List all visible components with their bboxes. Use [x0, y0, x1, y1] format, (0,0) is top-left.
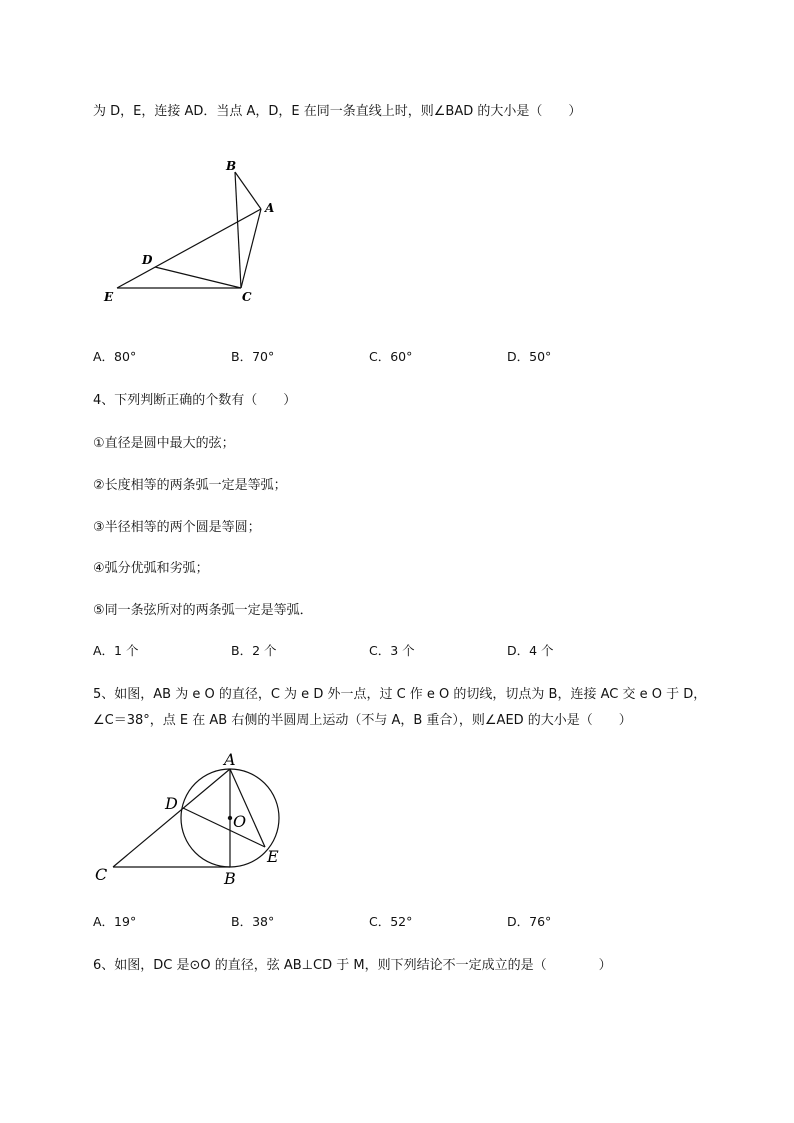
q3-option-c[interactable]: C．60° [369, 349, 413, 364]
center-O-dot [228, 816, 232, 820]
q5-option-c[interactable]: C．52° [369, 914, 413, 929]
q4-option-b[interactable]: B．2 个 [231, 643, 277, 658]
q4-option-d[interactable]: D．4 个 [507, 643, 554, 658]
segment-DC [155, 267, 241, 288]
segment-AE [230, 769, 265, 847]
q6-stem: 6、如图，DC 是⊙O 的直径，弦 AB⊥CD 于 M，则下列结论不一定成立的是（ ） [93, 958, 612, 973]
q4-stem: 4、下列判断正确的个数有（ ） [93, 393, 297, 408]
segment-BC [235, 172, 241, 288]
label-D: D [165, 794, 178, 813]
segment-DE [183, 808, 265, 847]
q4-statement-5: ⑤同一条弦所对的两条弧一定是等弧． [93, 603, 313, 618]
q3-stem: 为 D，E，连接 AD．当点 A，D，E 在同一条直线上时，则∠BAD 的大小是（ ） [93, 104, 582, 119]
label-O: O [233, 812, 247, 831]
label-A: A [224, 750, 236, 769]
label-B: B [226, 159, 237, 173]
q3-option-b[interactable]: B．70° [231, 349, 275, 364]
label-C: C [242, 290, 252, 304]
label-E: E [267, 847, 279, 866]
q5-stem-line2: ∠C＝38°，点 E 在 AB 右侧的半圆周上运动（不与 A，B 重合），则∠AED 的大小是（ ） [93, 713, 632, 728]
q5-figure [90, 748, 295, 893]
q4-statement-4: ④弧分优弧和劣弧； [93, 561, 209, 576]
q5-option-d[interactable]: D．76° [507, 914, 552, 929]
q4-option-a[interactable]: A．1 个 [93, 643, 139, 658]
q4-statement-2: ②长度相等的两条弧一定是等弧； [93, 478, 287, 493]
q5-option-b[interactable]: B．38° [231, 914, 275, 929]
label-B: B [224, 869, 236, 888]
label-A: A [265, 201, 275, 215]
segment-BA [235, 172, 261, 209]
q4-statement-3: ③半径相等的两个圆是等圆； [93, 520, 261, 535]
segment-CA [113, 769, 230, 867]
q3-option-a[interactable]: A．80° [93, 349, 137, 364]
q4-option-c[interactable]: C．3 个 [369, 643, 415, 658]
q5-stem-line1: 5、如图，AB 为 e O 的直径，C 为 e D 外一点，过 C 作 e O 的切线，切点为 B，连接 AC 交 e O 于 D， [93, 687, 707, 702]
q5-option-a[interactable]: A．19° [93, 914, 137, 929]
segment-AC [241, 209, 261, 288]
q4-statement-1: ①直径是圆中最大的弦； [93, 436, 235, 451]
q3-figure [95, 155, 295, 310]
q3-option-d[interactable]: D．50° [507, 349, 552, 364]
label-E: E [104, 290, 114, 304]
label-C: C [95, 865, 108, 884]
label-D: D [142, 253, 153, 267]
